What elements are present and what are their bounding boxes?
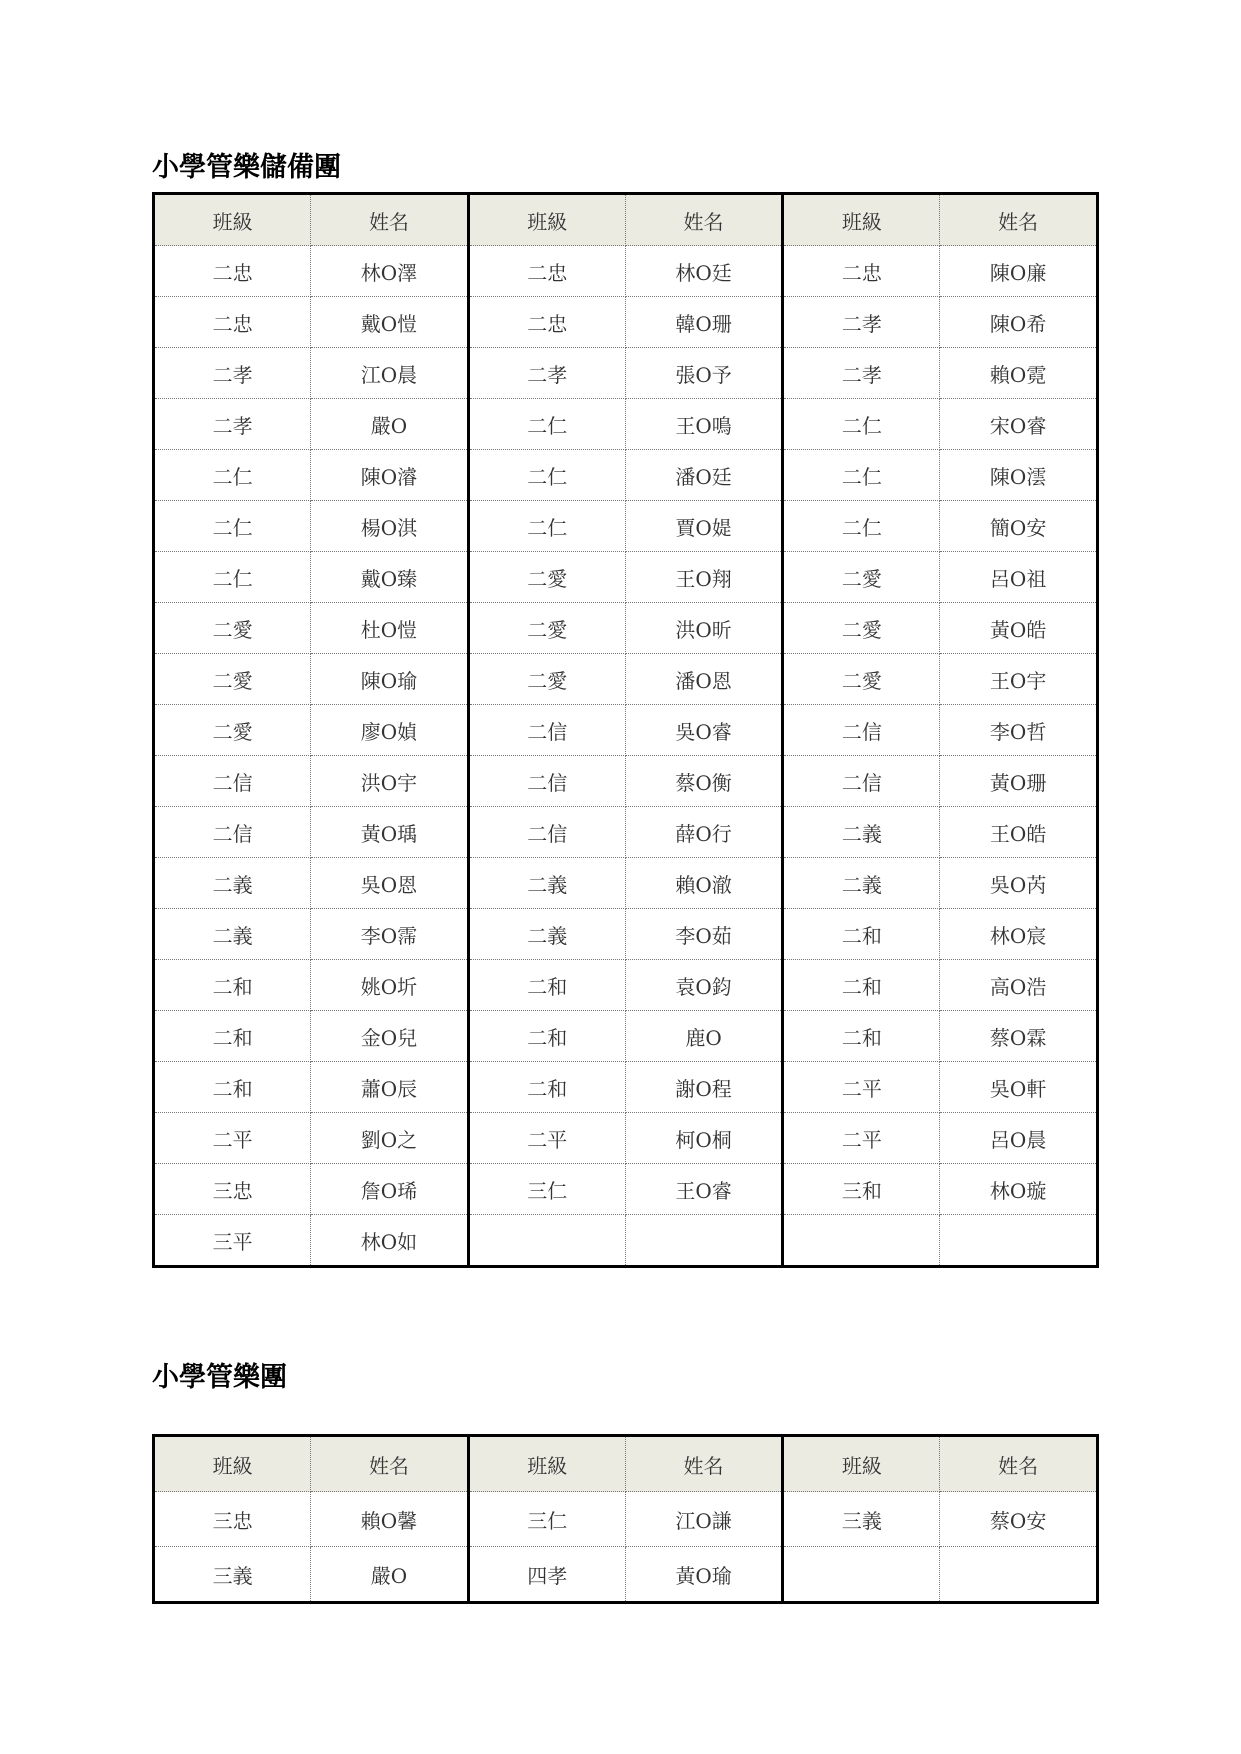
student-name-cell: 吳O軒: [940, 1062, 1097, 1113]
header-name: 姓名: [311, 194, 468, 246]
table-row: [154, 654, 1098, 705]
student-name-cell: 林O璇: [940, 1164, 1097, 1215]
student-name-cell: 林O如: [311, 1215, 468, 1267]
section-title-wind-band: 小學管樂團: [152, 1362, 287, 1393]
student-name-cell: 李O霈: [311, 909, 468, 960]
header-class: 班級: [783, 194, 940, 246]
header-class: 班級: [783, 1436, 940, 1492]
class-cell: 二平: [783, 1062, 940, 1113]
class-cell: 二平: [468, 1113, 625, 1164]
class-cell: 二仁: [154, 552, 311, 603]
student-name-cell: [940, 1547, 1097, 1603]
student-name-cell: 林O澤: [311, 246, 468, 297]
student-name-cell: 李O茹: [625, 909, 782, 960]
header-row: [154, 1436, 1098, 1492]
table-row: [154, 1164, 1098, 1215]
class-cell: 三忠: [154, 1164, 311, 1215]
class-cell: 二仁: [783, 501, 940, 552]
header-name: 姓名: [311, 1436, 468, 1492]
class-cell: 二信: [154, 807, 311, 858]
table-row: [154, 1547, 1098, 1603]
student-name-cell: 潘O恩: [625, 654, 782, 705]
student-name-cell: 賈O媞: [625, 501, 782, 552]
class-cell: 二義: [468, 909, 625, 960]
student-name-cell: 李O哲: [940, 705, 1097, 756]
student-name-cell: 陳O希: [940, 297, 1097, 348]
table-row: [154, 756, 1098, 807]
student-name-cell: 柯O桐: [625, 1113, 782, 1164]
table-row: [154, 501, 1098, 552]
class-cell: 二義: [783, 807, 940, 858]
header-row: [154, 194, 1098, 246]
student-name-cell: 呂O祖: [940, 552, 1097, 603]
student-name-cell: [940, 1215, 1097, 1267]
student-name-cell: 陳O瑜: [311, 654, 468, 705]
class-cell: 二和: [783, 1011, 940, 1062]
student-name-cell: 吳O睿: [625, 705, 782, 756]
class-cell: 四孝: [468, 1547, 625, 1603]
student-name-cell: 鹿O: [625, 1011, 782, 1062]
student-name-cell: 陳O濬: [311, 450, 468, 501]
student-name-cell: 高O浩: [940, 960, 1097, 1011]
class-cell: 二信: [468, 807, 625, 858]
class-cell: 二和: [468, 1011, 625, 1062]
student-name-cell: 林O廷: [625, 246, 782, 297]
student-name-cell: 呂O晨: [940, 1113, 1097, 1164]
class-cell: 二愛: [783, 603, 940, 654]
student-name-cell: 黃O瑜: [625, 1547, 782, 1603]
header-class: 班級: [154, 1436, 311, 1492]
class-cell: 二忠: [154, 297, 311, 348]
table-row: [154, 1062, 1098, 1113]
student-name-cell: 金O兒: [311, 1011, 468, 1062]
student-name-cell: 潘O廷: [625, 450, 782, 501]
student-name-cell: 賴O霓: [940, 348, 1097, 399]
class-cell: 二和: [468, 1062, 625, 1113]
table-row: [154, 348, 1098, 399]
class-cell: 二仁: [783, 450, 940, 501]
class-cell: 二孝: [154, 348, 311, 399]
class-cell: 三和: [783, 1164, 940, 1215]
student-name-cell: 杜O愷: [311, 603, 468, 654]
header-class: 班級: [468, 194, 625, 246]
class-cell: 二仁: [783, 399, 940, 450]
table-row: [154, 552, 1098, 603]
class-cell: 二平: [783, 1113, 940, 1164]
class-cell: 二忠: [783, 246, 940, 297]
header-name: 姓名: [940, 1436, 1097, 1492]
class-cell: 二愛: [154, 603, 311, 654]
student-name-cell: 王O睿: [625, 1164, 782, 1215]
student-name-cell: 陳O澐: [940, 450, 1097, 501]
student-name-cell: 蔡O安: [940, 1492, 1097, 1547]
table-row: [154, 858, 1098, 909]
student-name-cell: 蔡O霖: [940, 1011, 1097, 1062]
class-cell: 二平: [154, 1113, 311, 1164]
student-name-cell: 廖O媜: [311, 705, 468, 756]
student-name-cell: 江O晨: [311, 348, 468, 399]
table-row: [154, 1492, 1098, 1547]
header-class: 班級: [154, 194, 311, 246]
student-name-cell: 黃O珊: [940, 756, 1097, 807]
class-cell: 二仁: [154, 450, 311, 501]
student-name-cell: 薛O行: [625, 807, 782, 858]
class-cell: [783, 1215, 940, 1267]
table-row: [154, 450, 1098, 501]
class-cell: 二愛: [783, 654, 940, 705]
student-name-cell: 袁O鈞: [625, 960, 782, 1011]
student-name-cell: 張O予: [625, 348, 782, 399]
student-name-cell: 宋O睿: [940, 399, 1097, 450]
class-cell: 二義: [783, 858, 940, 909]
table-row: [154, 705, 1098, 756]
header-class: 班級: [468, 1436, 625, 1492]
class-cell: 二忠: [154, 246, 311, 297]
class-cell: 二信: [783, 705, 940, 756]
class-cell: 二仁: [468, 450, 625, 501]
table-row: [154, 1215, 1098, 1267]
table-row: [154, 1113, 1098, 1164]
class-cell: 二義: [154, 909, 311, 960]
student-name-cell: 賴O馨: [311, 1492, 468, 1547]
student-name-cell: [625, 1215, 782, 1267]
class-cell: 三忠: [154, 1492, 311, 1547]
class-cell: [783, 1547, 940, 1603]
class-cell: 二信: [468, 705, 625, 756]
student-name-cell: 陳O廉: [940, 246, 1097, 297]
student-name-cell: 黃O瑀: [311, 807, 468, 858]
class-cell: 二義: [468, 858, 625, 909]
student-name-cell: 賴O澈: [625, 858, 782, 909]
section-title-reserve-band: 小學管樂儲備團: [152, 152, 341, 183]
class-cell: 二信: [468, 756, 625, 807]
student-name-cell: 簡O安: [940, 501, 1097, 552]
class-cell: 二愛: [154, 705, 311, 756]
student-name-cell: 王O皓: [940, 807, 1097, 858]
class-cell: 二忠: [468, 297, 625, 348]
student-name-cell: 詹O琋: [311, 1164, 468, 1215]
table-row: [154, 246, 1098, 297]
class-cell: 二愛: [468, 603, 625, 654]
student-name-cell: 蕭O辰: [311, 1062, 468, 1113]
student-name-cell: 嚴O: [311, 399, 468, 450]
class-cell: 二和: [783, 909, 940, 960]
student-name-cell: 洪O昕: [625, 603, 782, 654]
class-cell: 二孝: [154, 399, 311, 450]
class-cell: 二愛: [154, 654, 311, 705]
class-cell: 二和: [154, 1011, 311, 1062]
class-cell: 二孝: [783, 348, 940, 399]
student-name-cell: 吳O恩: [311, 858, 468, 909]
student-name-cell: 嚴O: [311, 1547, 468, 1603]
student-name-cell: 戴O愷: [311, 297, 468, 348]
student-name-cell: 吳O芮: [940, 858, 1097, 909]
class-cell: 二愛: [468, 552, 625, 603]
class-cell: 二信: [154, 756, 311, 807]
header-name: 姓名: [940, 194, 1097, 246]
class-cell: 三仁: [468, 1492, 625, 1547]
student-name-cell: 江O謙: [625, 1492, 782, 1547]
student-name-cell: 韓O珊: [625, 297, 782, 348]
wind-band-roster-table: [152, 1434, 1099, 1604]
student-name-cell: 王O鳴: [625, 399, 782, 450]
header-name: 姓名: [625, 1436, 782, 1492]
class-cell: 二仁: [468, 501, 625, 552]
class-cell: 三仁: [468, 1164, 625, 1215]
student-name-cell: 劉O之: [311, 1113, 468, 1164]
student-name-cell: 戴O臻: [311, 552, 468, 603]
class-cell: 三義: [783, 1492, 940, 1547]
student-name-cell: 蔡O衡: [625, 756, 782, 807]
class-cell: [468, 1215, 625, 1267]
student-name-cell: 謝O程: [625, 1062, 782, 1113]
class-cell: 三平: [154, 1215, 311, 1267]
table-row: [154, 297, 1098, 348]
class-cell: 二信: [783, 756, 940, 807]
student-name-cell: 楊O淇: [311, 501, 468, 552]
student-name-cell: 洪O宇: [311, 756, 468, 807]
reserve-band-roster-table: [152, 192, 1099, 1268]
class-cell: 二和: [154, 960, 311, 1011]
student-name-cell: 姚O圻: [311, 960, 468, 1011]
class-cell: 二和: [154, 1062, 311, 1113]
class-cell: 二愛: [468, 654, 625, 705]
class-cell: 二忠: [468, 246, 625, 297]
class-cell: 二和: [783, 960, 940, 1011]
class-cell: 三義: [154, 1547, 311, 1603]
class-cell: 二愛: [783, 552, 940, 603]
class-cell: 二孝: [468, 348, 625, 399]
student-name-cell: 黃O皓: [940, 603, 1097, 654]
table-row: [154, 399, 1098, 450]
class-cell: 二義: [154, 858, 311, 909]
student-name-cell: 王O宇: [940, 654, 1097, 705]
class-cell: 二仁: [468, 399, 625, 450]
table-row: [154, 603, 1098, 654]
class-cell: 二孝: [783, 297, 940, 348]
table-row: [154, 807, 1098, 858]
header-name: 姓名: [625, 194, 782, 246]
class-cell: 二和: [468, 960, 625, 1011]
student-name-cell: 林O宸: [940, 909, 1097, 960]
class-cell: 二仁: [154, 501, 311, 552]
table-row: [154, 1011, 1098, 1062]
table-row: [154, 960, 1098, 1011]
student-name-cell: 王O翔: [625, 552, 782, 603]
table-row: [154, 909, 1098, 960]
